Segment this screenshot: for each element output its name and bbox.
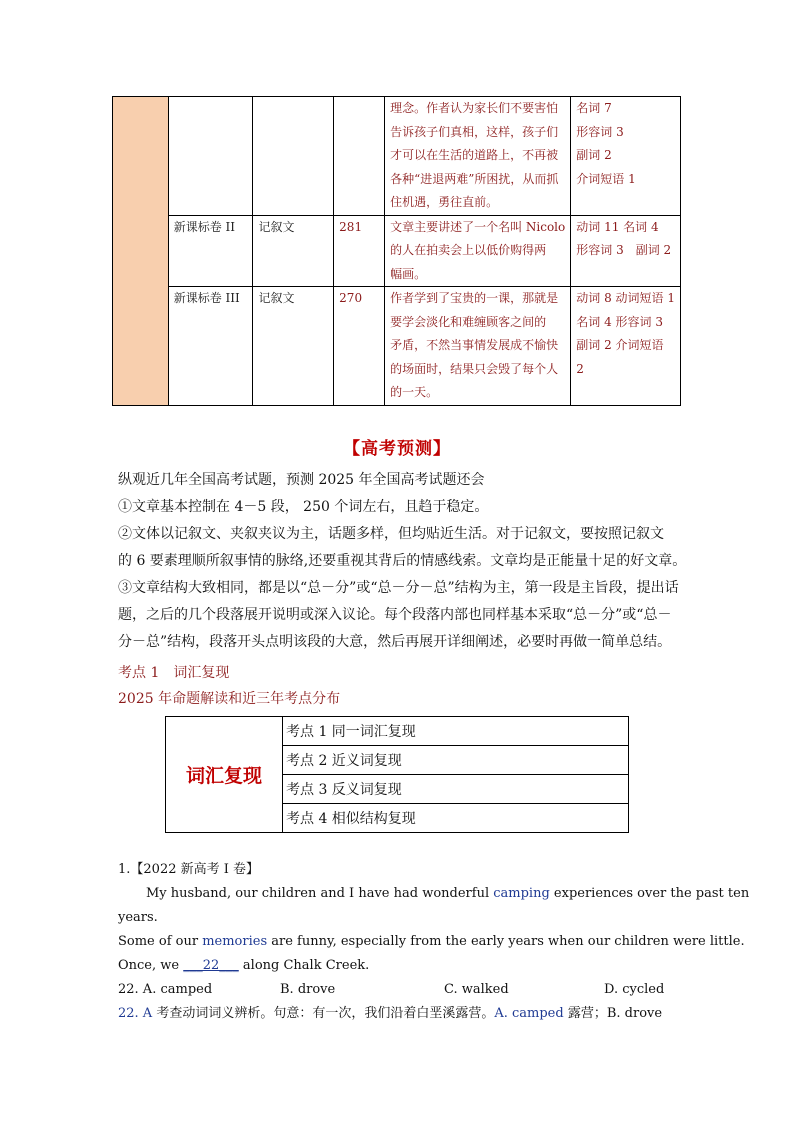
vocab-category-label: 词汇复现 (166, 717, 283, 833)
vocab-count-cell (571, 287, 681, 406)
option-c: C. walked (444, 982, 509, 997)
vocab-line: 动词 8 动词短语 1 (576, 291, 675, 305)
summary-line: 矛盾，不然当事情发展成不愉快 (390, 338, 559, 352)
vocab-count-cell (571, 215, 681, 287)
options-line (118, 978, 678, 1002)
exam-analysis-table (112, 96, 681, 406)
paper-cell (168, 97, 253, 216)
vocab-item: 考点 1 同一词汇复现 (283, 717, 629, 746)
prediction-point-2: ②文体以记叙文、夹叙夹议为主，话题多样，但均贴近生活。对于记叙文，要按照记叙文 (118, 526, 664, 542)
blank-22: ___22___ (183, 958, 239, 973)
prediction-point-2-cont: 的 6 要素理顺所叙事情的脉络,还要重视其背后的情感线索。文章均是正能量十足的好文章。 (118, 553, 687, 569)
option-b: B. drove (280, 982, 336, 997)
table-row (113, 287, 681, 406)
answer-text: 考查动词词义辨析。句意：有一次，我们沿着白垩溪露营。 (152, 1006, 495, 1021)
prediction-block (118, 467, 687, 656)
vocab-line: 副词 2 (576, 148, 612, 162)
word-count-cell: 281 (334, 215, 385, 287)
kaodian-title: 考点 1 词汇复现 (118, 665, 230, 681)
question-block (118, 858, 750, 1026)
summary-cell (385, 97, 571, 216)
summary-cell (385, 215, 571, 287)
paper-cell: 新课标卷 II (168, 215, 253, 287)
paper-cell: 新课标卷 III (168, 287, 253, 406)
summary-line: 理念。作者认为家长们不要害怕 (390, 101, 559, 115)
summary-line: 住机遇，勇往直前。 (390, 195, 499, 209)
passage-line (118, 882, 750, 906)
answer-line (118, 1002, 678, 1026)
prediction-point-3-cont: 分－总”结构，段落开头点明该段的大意，然后再展开详细阐述，必要时再做一简单总结。 (118, 634, 672, 650)
answer-key: 22. A (118, 1006, 153, 1021)
vocab-line: 2 (576, 361, 584, 376)
summary-line: 的人在拍卖会上以低价购得两 (390, 243, 547, 257)
word-count-cell (334, 97, 385, 216)
summary-line: 才可以在生活的道路上，不再被 (390, 148, 559, 162)
vocab-recurrence-table (165, 716, 629, 833)
option-a: 22. A. camped (118, 982, 213, 997)
passage-text: along Chalk Creek. (238, 958, 370, 973)
vocab-line: 副词 2 介词短语 (576, 338, 664, 352)
vocab-line: 动词 11 名词 4 (576, 219, 659, 234)
summary-cell (385, 287, 571, 406)
passage-line: years. (118, 910, 158, 925)
genre-cell: 记叙文 (253, 287, 334, 406)
kaodian-subtitle: 2025 年命题解读和近三年考点分布 (118, 691, 341, 707)
vocab-item: 考点 2 近义词复现 (283, 746, 629, 775)
summary-line: 告诉孩子们真相，这样，孩子们 (390, 124, 559, 139)
vocab-count-cell (571, 97, 681, 216)
passage-line (118, 930, 745, 954)
summary-line: 要学会淡化和难缠顾客之间的 (390, 314, 547, 329)
vocab-line: 形容词 3 副词 2 (576, 243, 672, 257)
genre-cell (253, 97, 334, 216)
vocab-line: 形容词 3 (576, 124, 624, 139)
passage-text: Some of our (118, 934, 203, 949)
vocab-line: 名词 4 形容词 3 (576, 314, 663, 329)
word-count-cell: 270 (334, 287, 385, 406)
highlight-word: camping (493, 886, 550, 901)
vocab-line: 名词 7 (576, 101, 612, 115)
prediction-point-3: ③文章结构大致相同，都是以“总－分”或“总－分－总”结构为主，第一段是主旨段，提出话 (118, 580, 679, 596)
answer-option: A. camped (494, 1006, 564, 1021)
summary-line: 的一天。 (390, 385, 439, 399)
passage-text: experiences over the past ten (549, 886, 750, 901)
vocab-line: 介词短语 1 (576, 171, 636, 186)
summary-line: 作者学到了宝贵的一课，那就是 (390, 291, 559, 305)
table-row (113, 97, 681, 216)
summary-line: 各种“进退两难”所困扰，从而抓 (390, 171, 559, 186)
table-row (166, 717, 629, 746)
genre-cell: 记叙文 (253, 215, 334, 287)
prediction-point-1: ①文章基本控制在 4－5 段， 250 个词左右，且趋于稳定。 (118, 499, 489, 515)
table-row (113, 215, 681, 287)
prediction-intro: 纵观近几年全国高考试题，预测 2025 年全国高考试题还会 (118, 472, 485, 488)
summary-line: 幅画。 (390, 266, 427, 281)
passage-text: are funny, especially from the early years when our children were little. (267, 934, 745, 949)
summary-line: 文章主要讲述了一个名叫 Nicolo (390, 219, 566, 234)
question-source: 1.【2022 新高考 I 卷】 (118, 862, 260, 877)
passage-text: My husband, our children and I have had wonderful (146, 886, 494, 901)
passage-text: Once, we (118, 958, 184, 973)
passage-line (118, 954, 678, 978)
option-d: D. cycled (604, 982, 665, 997)
vocab-item: 考点 4 相似结构复现 (283, 804, 629, 833)
summary-line: 的场面时，结果只会毁了每个人 (390, 361, 559, 376)
category-cell (113, 97, 169, 406)
vocab-item: 考点 3 反义词复现 (283, 775, 629, 804)
highlight-word: memories (202, 934, 268, 949)
prediction-point-3-cont: 题，之后的几个段落展开说明或深入议论。每个段落内部也同样基本采取“总－分”或“总－ (118, 607, 672, 623)
answer-text: 露营；B. drove (563, 1006, 663, 1021)
section-title: 【高考预测】 (343, 439, 451, 459)
